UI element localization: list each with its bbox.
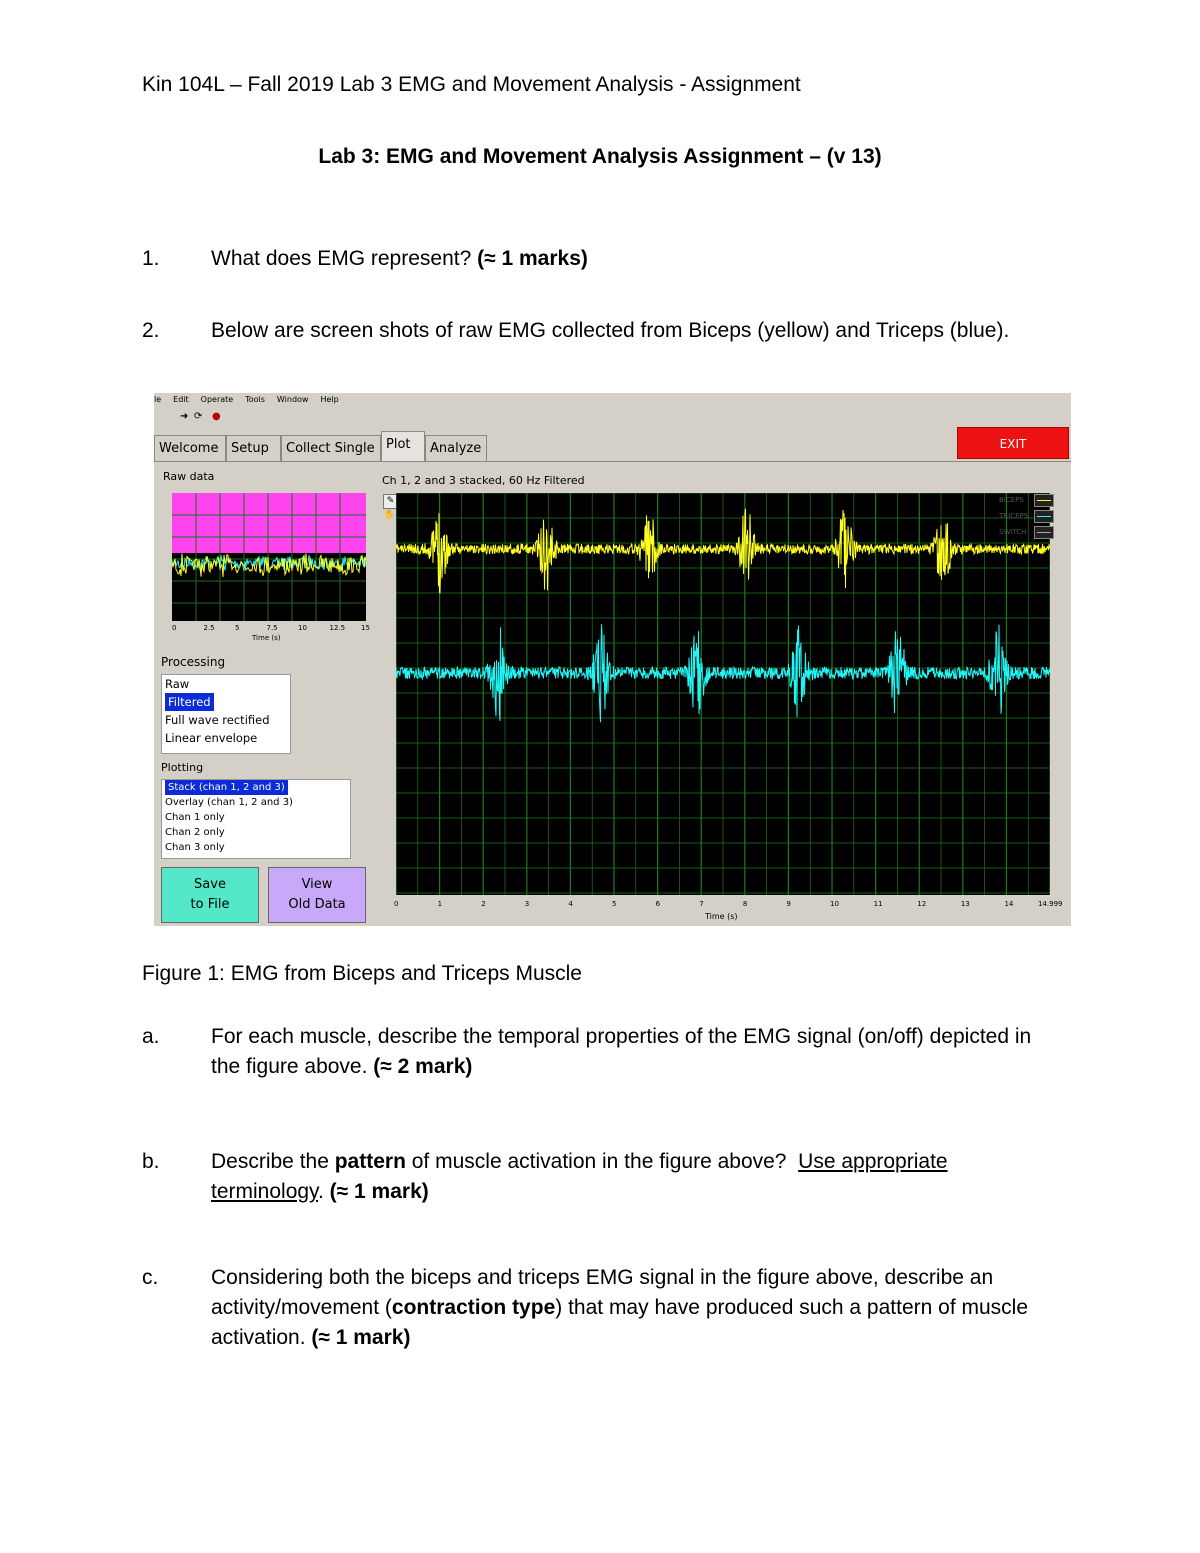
tab-welcome[interactable]: Welcome (154, 435, 226, 461)
qb-underlined: Use appropriate terminology (211, 1150, 948, 1203)
q1-question: What does EMG represent? (211, 247, 472, 270)
qb-text (211, 1147, 1051, 1207)
legend-swatch-switch (1034, 526, 1054, 539)
processing-option[interactable]: Raw (165, 677, 190, 691)
raw-x-label: Time (s) (252, 634, 281, 642)
qb-number: b. (142, 1150, 160, 1173)
x-tick-label: 6 (655, 900, 661, 908)
run-continuous-icon: ⟳ (194, 411, 203, 422)
processing-option[interactable]: Linear envelope (165, 731, 258, 745)
raw-data-chart (172, 493, 366, 621)
menu-item-5[interactable]: Help (320, 395, 339, 404)
plotting-option[interactable]: Chan 3 only (165, 842, 225, 853)
exit-button[interactable]: EXIT (957, 427, 1069, 459)
x-tick-label: 14.999 (1038, 900, 1063, 908)
view-old-data-button[interactable] (268, 867, 366, 923)
raw-tick-label: 7.5 (266, 624, 278, 632)
raw-tick-label: 10 (298, 624, 307, 632)
tab-plot[interactable]: Plot (381, 431, 425, 461)
x-tick-label: 0 (394, 900, 399, 908)
qc-bold: contraction type (391, 1296, 556, 1319)
qa-question: For each muscle, describe the temporal properties of the EMG signal (on/off) depicted in the figure above. (211, 1025, 1032, 1078)
processing-label: Processing (161, 655, 226, 669)
raw-switch-area (172, 493, 366, 553)
plotting-option[interactable]: Chan 2 only (165, 827, 225, 838)
view-button-line2: Old Data (288, 897, 346, 912)
x-tick-label: 1 (437, 900, 443, 908)
x-tick-label: 10 (830, 900, 839, 908)
qc-part2: ) that may have produced such a pattern of muscle activation. (211, 1296, 1029, 1349)
emg-main-plot (396, 493, 1050, 895)
processing-option[interactable]: Full wave rectified (165, 713, 270, 727)
tab-collect-single[interactable]: Collect Single (281, 435, 381, 461)
tab-analyze[interactable]: Analyze (425, 435, 487, 461)
menu-item-2[interactable]: Operate (200, 395, 234, 404)
save-to-file-button[interactable] (161, 867, 259, 923)
q1-marks: (≈ 1 marks) (477, 247, 588, 270)
menu-bar (154, 395, 351, 404)
save-button-line1: Save (194, 877, 226, 892)
x-tick-label: 14 (1004, 900, 1014, 908)
run-arrow-icon: ➜ (180, 411, 189, 422)
q2-text: Below are screen shots of raw EMG collected from Biceps (yellow) and Triceps (blue). (211, 319, 1010, 342)
qc-marks: (≈ 1 mark) (311, 1326, 411, 1349)
qb-part2: of muscle activation in the figure above? (405, 1150, 799, 1173)
figure-caption: Figure 1: EMG from Biceps and Triceps Muscle (142, 962, 582, 985)
plotting-listbox[interactable] (161, 779, 351, 859)
tab-setup[interactable]: Setup (226, 435, 281, 461)
view-button-line1: View (301, 877, 333, 892)
emg-software-screenshot (154, 393, 1071, 926)
tab-divider (154, 461, 1071, 462)
plotting-option[interactable]: Overlay (chan 1, 2 and 3) (165, 797, 293, 808)
abort-icon: ● (212, 411, 221, 422)
legend-label-triceps: TRICEPS (999, 512, 1029, 520)
processing-option[interactable]: Filtered (162, 693, 290, 711)
x-tick-label: 3 (524, 900, 530, 908)
legend-label-switch: SWITCH (999, 528, 1027, 536)
qb-bold: pattern (334, 1150, 406, 1173)
qc-text (211, 1263, 1061, 1353)
x-tick-label: 12 (917, 900, 927, 908)
x-tick-label: 9 (786, 900, 791, 908)
page-title: Lab 3: EMG and Movement Analysis Assignment – (v 13) (318, 145, 882, 168)
x-tick-label: 11 (873, 900, 883, 908)
pan-tool-icon[interactable]: ✋ (383, 510, 396, 520)
page-header: Kin 104L – Fall 2019 Lab 3 EMG and Movement Analysis - Assignment (142, 73, 801, 96)
raw-tick-label: 15 (361, 624, 370, 632)
plot-x-label: Time (s) (705, 912, 738, 921)
x-tick-label: 13 (960, 900, 970, 908)
qb-part1: Describe the (211, 1150, 335, 1173)
plot-title: Ch 1, 2 and 3 stacked, 60 Hz Filtered (382, 474, 585, 487)
qb-marks: (≈ 1 mark) (329, 1180, 429, 1203)
zoom-tool-icon[interactable]: ✎ (383, 494, 398, 509)
x-tick-label: 7 (699, 900, 704, 908)
qc-part1: Considering both the biceps and triceps EMG signal in the figure above, describe an activity/movement ( (211, 1266, 994, 1319)
qc-number: c. (142, 1266, 159, 1289)
legend-swatch-triceps (1034, 510, 1054, 523)
menu-item-0[interactable]: le (154, 395, 162, 404)
raw-tick-label: 12.5 (329, 624, 346, 632)
qb-part3: . (318, 1180, 330, 1203)
menu-item-3[interactable]: Tools (245, 395, 265, 404)
q1-number: 1. (142, 247, 160, 270)
qa-text (211, 1022, 1051, 1082)
plotting-label: Plotting (161, 761, 204, 774)
menu-item-4[interactable]: Window (276, 395, 309, 404)
menu-item-1[interactable]: Edit (173, 395, 189, 404)
raw-data-label: Raw data (163, 470, 215, 483)
plotting-option[interactable]: Chan 1 only (165, 812, 225, 823)
x-tick-label: 5 (612, 900, 617, 908)
q1-text (211, 244, 1071, 274)
plotting-option[interactable]: Stack (chan 1, 2 and 3) (162, 780, 350, 795)
qa-number: a. (142, 1025, 160, 1048)
legend-swatch-biceps (1034, 494, 1054, 507)
raw-tick-label: 0 (172, 624, 177, 632)
x-tick-label: 4 (568, 900, 573, 908)
save-button-line2: to File (190, 897, 230, 912)
processing-listbox[interactable] (161, 674, 291, 754)
x-tick-label: 8 (742, 900, 748, 908)
raw-tick-label: 2.5 (203, 624, 215, 632)
legend-label-biceps: BICEPS (999, 496, 1024, 504)
x-tick-label: 2 (481, 900, 486, 908)
q2-number: 2. (142, 319, 160, 342)
raw-tick-label: 5 (235, 624, 240, 632)
qa-marks: (≈ 2 mark) (373, 1055, 473, 1078)
